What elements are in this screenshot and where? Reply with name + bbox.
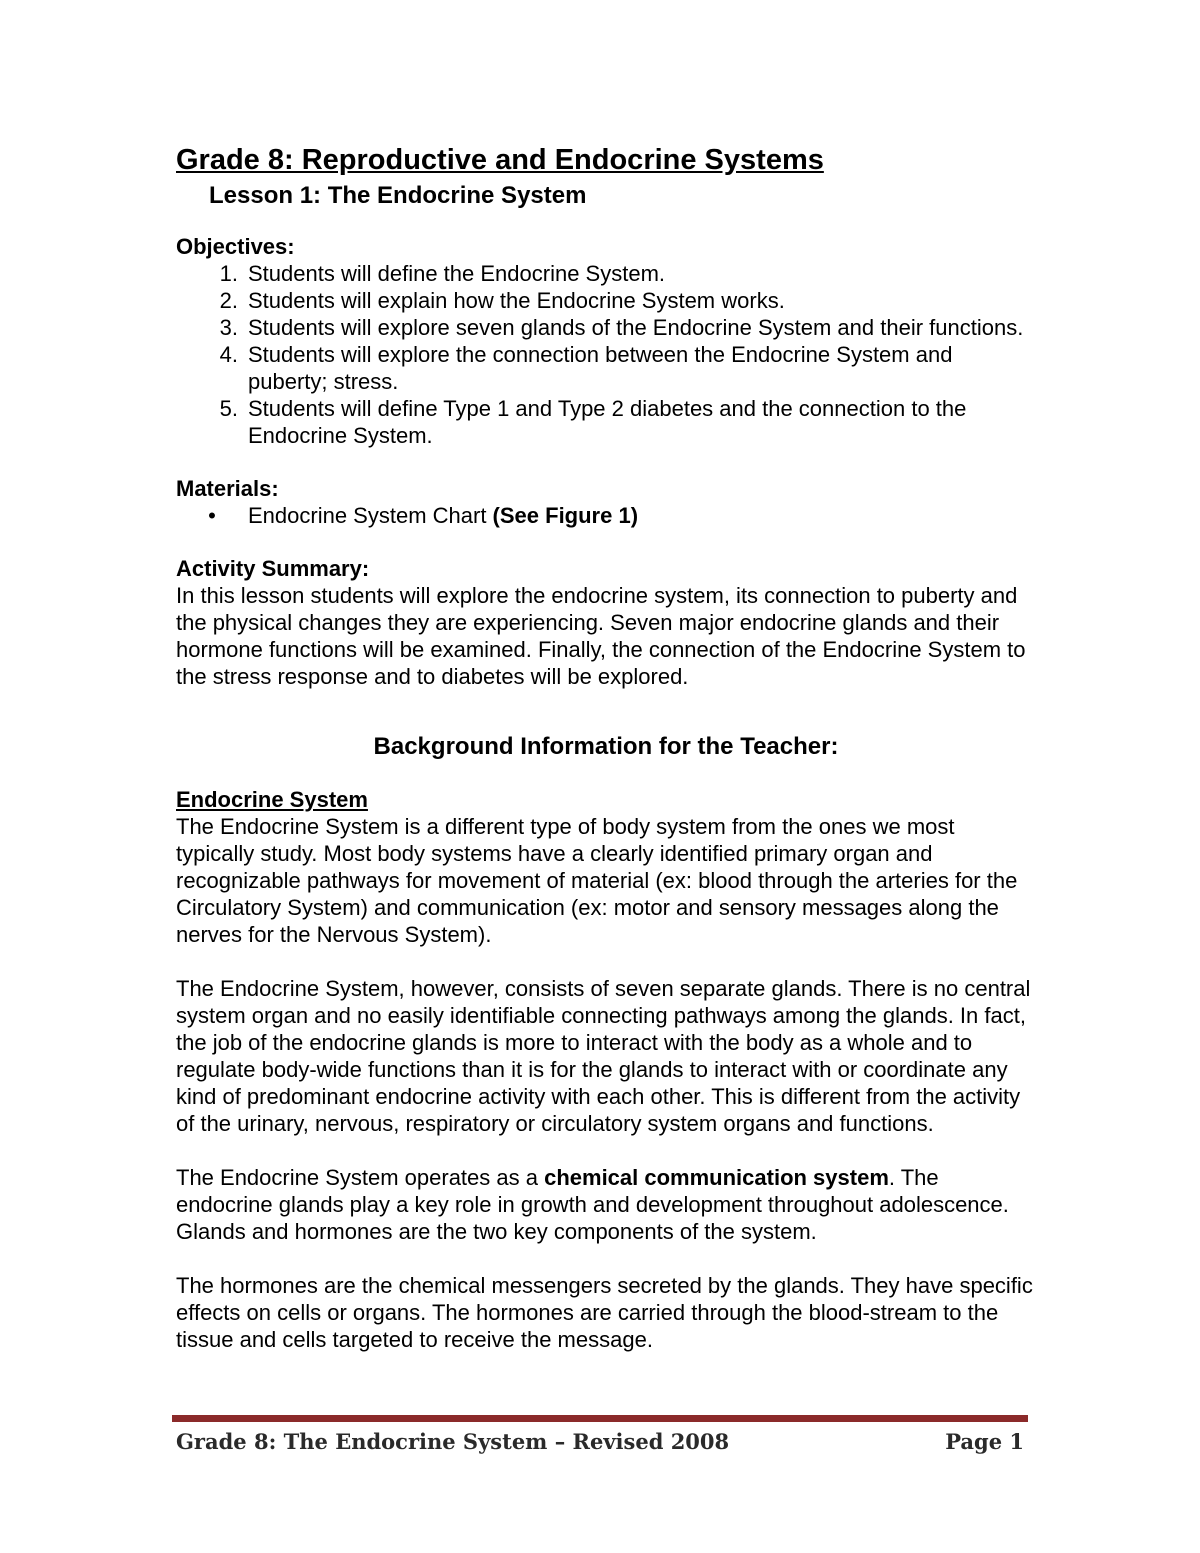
list-text: Students will explore the connection between the Endocrine System and puberty; stress. — [248, 342, 953, 394]
bullet-icon: • — [208, 503, 216, 528]
page-footer — [176, 1429, 1024, 1454]
background-paragraph-1: The Endocrine System is a different type of body system from the ones we most typically study. Most body systems have a clearly identified primary organ and recognizable pathways for movement of material (ex: blood through the arteries for the Circulatory System) and communication (ex: motor and sensory messages along the nerves for the Nervous System). — [176, 814, 1018, 947]
objectives-list — [176, 260, 1036, 449]
activity-summary-label: Activity Summary: — [176, 556, 370, 581]
paragraph-text: . The endocrine glands play a key role in growth and development throughout adolescence. Glands and hormones are the two key components of the system. — [176, 1165, 1009, 1244]
document-title: Grade 8: Reproductive and Endocrine Systems — [176, 144, 824, 176]
list-number: 3. — [219, 315, 238, 340]
background-paragraph-4: The hormones are the chemical messengers secreted by the glands. They have specific effects on cells or organs. The hormones are carried through the blood-stream to the tissue and cells targeted to receive the message. — [176, 1273, 1033, 1352]
list-number: 1. — [219, 261, 238, 286]
emphasis-text: chemical communication system — [544, 1165, 889, 1190]
list-item — [176, 341, 1036, 395]
footer-rule — [172, 1415, 1028, 1422]
activity-summary-text: In this lesson students will explore the endocrine system, its connection to puberty and the physical changes they are experiencing. Seven major endocrine glands and their hormone functions will be examined. Finally, the connection of the Endocrine System to the stress response and to diabetes will be explored. — [176, 583, 1026, 689]
materials-item-text: Endocrine System Chart — [248, 503, 493, 528]
footer-title: Grade 8: The Endocrine System – Revised 2008 — [176, 1429, 730, 1454]
background-heading: Background Information for the Teacher: — [373, 733, 839, 760]
page-number: Page 1 — [945, 1429, 1024, 1454]
paragraph-text: The Endocrine System operates as a — [176, 1165, 545, 1190]
materials-item — [248, 502, 638, 529]
figure-reference: (See Figure 1) — [492, 503, 639, 528]
list-item — [176, 287, 1036, 314]
list-text: Students will explain how the Endocrine System works. — [248, 288, 785, 313]
materials-label: Materials: — [176, 476, 279, 501]
list-item — [176, 314, 1036, 341]
list-item — [176, 260, 1036, 287]
list-text: Students will define the Endocrine System. — [248, 261, 666, 286]
list-number: 4. — [219, 342, 238, 367]
list-item — [176, 395, 1036, 449]
lesson-title: Lesson 1: The Endocrine System — [209, 182, 587, 209]
materials-list — [176, 502, 1036, 529]
background-paragraph-3 — [176, 1164, 1036, 1245]
endocrine-system-subheading: Endocrine System — [176, 787, 368, 812]
list-number: 2. — [219, 288, 238, 313]
list-text: Students will define Type 1 and Type 2 diabetes and the connection to the Endocrine System. — [248, 396, 967, 448]
list-item — [176, 502, 1036, 529]
background-paragraph-2: The Endocrine System, however, consists of seven separate glands. There is no central system organ and no easily identifiable connecting pathways among the glands. In fact, the job of the endocrine glands is more to interact with the body as a whole and to regulate body-wide functions than it is for the glands to interact with or coordinate any kind of predominant endocrine activity with each other. This is different from the activity of the urinary, nervous, respiratory or circulatory system organs and functions. — [176, 976, 1031, 1136]
objectives-label: Objectives: — [176, 234, 295, 259]
page-content — [176, 141, 1036, 1353]
list-text: Students will explore seven glands of the Endocrine System and their functions. — [248, 315, 1024, 340]
list-number: 5. — [219, 396, 238, 421]
